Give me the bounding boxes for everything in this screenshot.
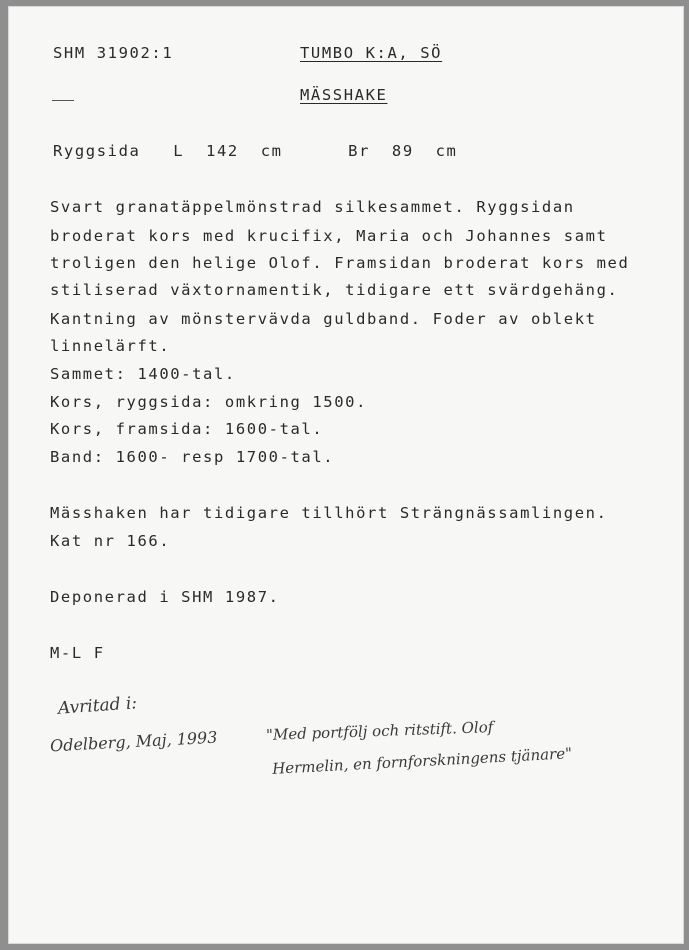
description-line: troligen den helige Olof. Framsidan broderat kors med xyxy=(50,254,630,272)
dimensions-line: Ryggsida L 142 cm Br 89 cm xyxy=(53,142,458,160)
handwritten-quote-continued: Hermelin, en fornforskningens tjänare" xyxy=(271,744,573,778)
description-line: Kantning av mönstervävda guldband. Foder av oblekt xyxy=(50,310,597,328)
description-line: linnelärft. xyxy=(50,337,171,355)
description-line: Svart granatäppelmönstrad silkesammet. Ryggsidan xyxy=(50,198,575,216)
handwritten-heading: Avritad i: xyxy=(57,693,138,719)
handwritten-source: Odelberg, Maj, 1993 xyxy=(49,727,218,756)
document-page xyxy=(8,6,684,944)
description-line: Kors, framsida: 1600-tal. xyxy=(50,420,324,438)
provenance-line: Kat nr 166. xyxy=(50,532,171,550)
inventory-number: SHM 31902:1 xyxy=(53,44,174,62)
object-title: MÄSSHAKE xyxy=(300,86,388,104)
description-line: Kors, ryggsida: omkring 1500. xyxy=(50,393,368,411)
deposit-note: Deponerad i SHM 1987. xyxy=(50,588,280,606)
handwritten-quote: "Med portfölj och ritstift. Olof xyxy=(265,718,494,744)
description-line: broderat kors med krucifix, Maria och Johannes samt xyxy=(50,227,608,245)
description-line: Sammet: 1400-tal. xyxy=(50,365,236,383)
dash-mark xyxy=(52,100,74,101)
provenance-line: Mässhaken har tidigare tillhört Strängnässamlingen. xyxy=(50,504,608,522)
description-line: Band: 1600- resp 1700-tal. xyxy=(50,448,335,466)
description-line: stiliserad växtornamentik, tidigare ett svärdgehäng. xyxy=(50,281,619,299)
signature-initials: M-L F xyxy=(50,644,105,662)
location-heading: TUMBO K:A, SÖ xyxy=(300,44,443,62)
